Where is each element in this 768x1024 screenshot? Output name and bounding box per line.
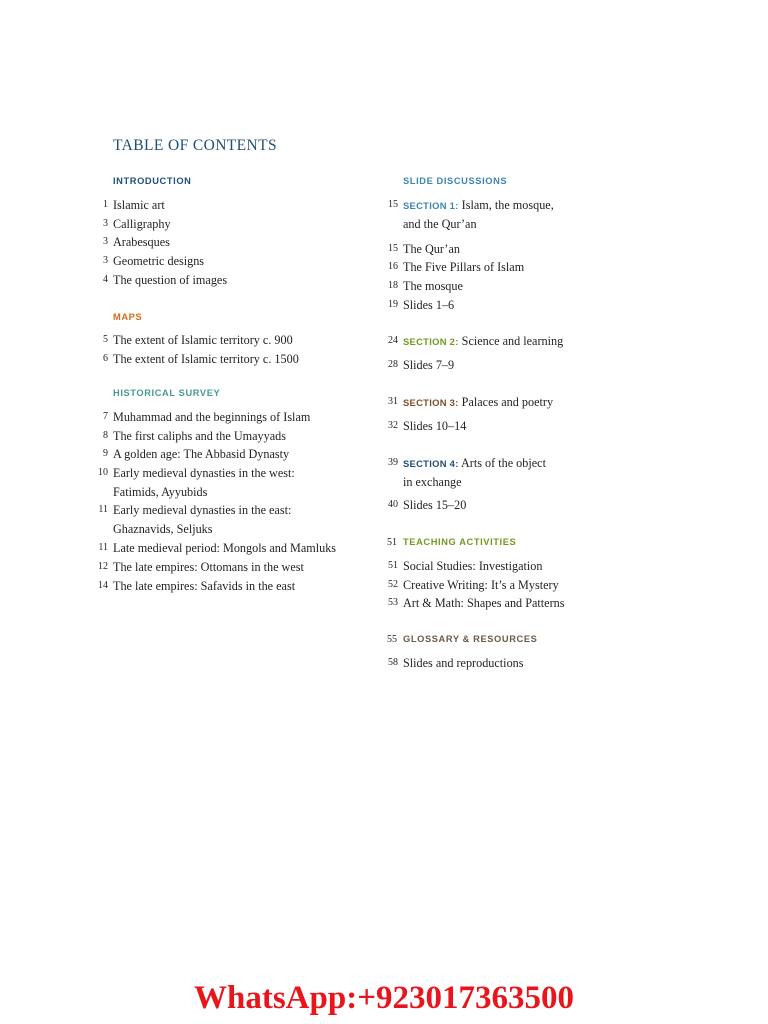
section-heading-glossary <box>387 634 538 645</box>
entry-title: Science and learning <box>461 334 564 348</box>
entry-title: Arabesques <box>113 235 170 249</box>
page-number: 15 <box>388 199 398 210</box>
entry-title-continued: Ghaznavids, Seljuks <box>113 521 213 536</box>
section-heading-maps: MAPS <box>113 312 143 322</box>
entry-title: The extent of Islamic territory c. 900 <box>113 333 293 347</box>
entry-title: Geometric designs <box>113 254 205 268</box>
page-number: 32 <box>388 420 398 431</box>
section-heading-historical-survey: HISTORICAL SURVEY <box>113 388 221 398</box>
entry-title: Late medieval period: Mongols and Mamluks <box>113 541 337 555</box>
entry-title: Creative Writing: It’s a Mystery <box>403 578 559 592</box>
section-label: SECTION 4: <box>403 458 459 469</box>
page-number: 7 <box>103 411 108 422</box>
page-number: 6 <box>103 353 108 364</box>
page-number: 3 <box>103 236 108 247</box>
page-number: 19 <box>388 299 398 310</box>
page-number: 18 <box>388 280 398 291</box>
page-number: 14 <box>98 580 108 591</box>
section-heading-slide-discussions: SLIDE DISCUSSIONS <box>403 176 508 186</box>
page-number: 28 <box>388 359 398 370</box>
entry-title: Muhammad and the beginnings of Islam <box>113 410 311 424</box>
page-number: 31 <box>388 396 398 407</box>
section-heading-text: TEACHING ACTIVITIES <box>403 537 517 547</box>
page-number: 52 <box>388 579 398 590</box>
page-number: 3 <box>103 218 108 229</box>
section-heading-teaching-activities <box>387 537 517 548</box>
page-title: TABLE OF CONTENTS <box>113 137 278 154</box>
entry-title: The late empires: Safavids in the east <box>113 579 296 593</box>
entry-title: Arts of the object <box>461 456 546 470</box>
section-label: SECTION 1: <box>403 200 459 211</box>
entry-title: The question of images <box>113 273 228 287</box>
entry-title: Art & Math: Shapes and Patterns <box>403 596 565 610</box>
page-number: 15 <box>388 243 398 254</box>
page-number: 1 <box>103 199 108 210</box>
entry-title: Calligraphy <box>113 217 171 231</box>
entry-title: A golden age: The Abbasid Dynasty <box>113 447 290 461</box>
page-number: 10 <box>98 467 108 478</box>
page-number: 5 <box>103 334 108 345</box>
page-number: 9 <box>103 448 108 459</box>
page-number: 4 <box>103 274 108 285</box>
page-number: 11 <box>98 504 108 515</box>
entry-title: Slides 1–6 <box>403 298 455 312</box>
entry-title: Islam, the mosque, <box>461 198 554 212</box>
entry-title: Slides and reproductions <box>403 656 524 670</box>
page-number: 51 <box>388 560 398 571</box>
entry-title: Early medieval dynasties in the east: <box>113 503 292 517</box>
page-number: 55 <box>387 634 397 645</box>
entry-title-continued: in exchange <box>403 474 462 489</box>
entry-title: The Five Pillars of Islam <box>403 260 525 274</box>
section-heading-text: GLOSSARY & RESOURCES <box>403 634 538 644</box>
whatsapp-watermark: WhatsApp:+923017363500 <box>193 980 574 1016</box>
section-label: SECTION 2: <box>403 336 459 347</box>
entry-title: Early medieval dynasties in the west: <box>113 466 295 480</box>
entry-title: The late empires: Ottomans in the west <box>113 560 304 574</box>
entry-title: Slides 10–14 <box>403 419 467 433</box>
entry-title: The extent of Islamic territory c. 1500 <box>113 352 299 366</box>
page-number: 12 <box>98 561 108 572</box>
entry-title: Slides 7–9 <box>403 358 455 372</box>
page-number: 39 <box>388 457 398 468</box>
page-number: 16 <box>388 261 398 272</box>
entry-title-continued: Fatimids, Ayyubids <box>113 484 208 499</box>
entry-title: Slides 15–20 <box>403 498 467 512</box>
entry-title: The Qur’an <box>403 242 460 256</box>
entry-title: The mosque <box>403 279 463 293</box>
entry-title-continued: and the Qur’an <box>403 216 477 231</box>
page-number: 53 <box>388 597 398 608</box>
page-number: 51 <box>387 537 397 548</box>
entry-title: The first caliphs and the Umayyads <box>113 429 286 443</box>
entry-title: Social Studies: Investigation <box>403 559 543 573</box>
entry-title: Islamic art <box>113 198 165 212</box>
page-number: 11 <box>98 542 108 553</box>
page-number: 8 <box>103 430 108 441</box>
page-number: 24 <box>388 335 398 346</box>
section-label: SECTION 3: <box>403 397 459 408</box>
entry-title: Palaces and poetry <box>461 395 554 409</box>
page-number: 3 <box>103 255 108 266</box>
page-number: 58 <box>388 657 398 668</box>
page-number: 40 <box>388 499 398 510</box>
section-heading-introduction: INTRODUCTION <box>113 176 192 186</box>
